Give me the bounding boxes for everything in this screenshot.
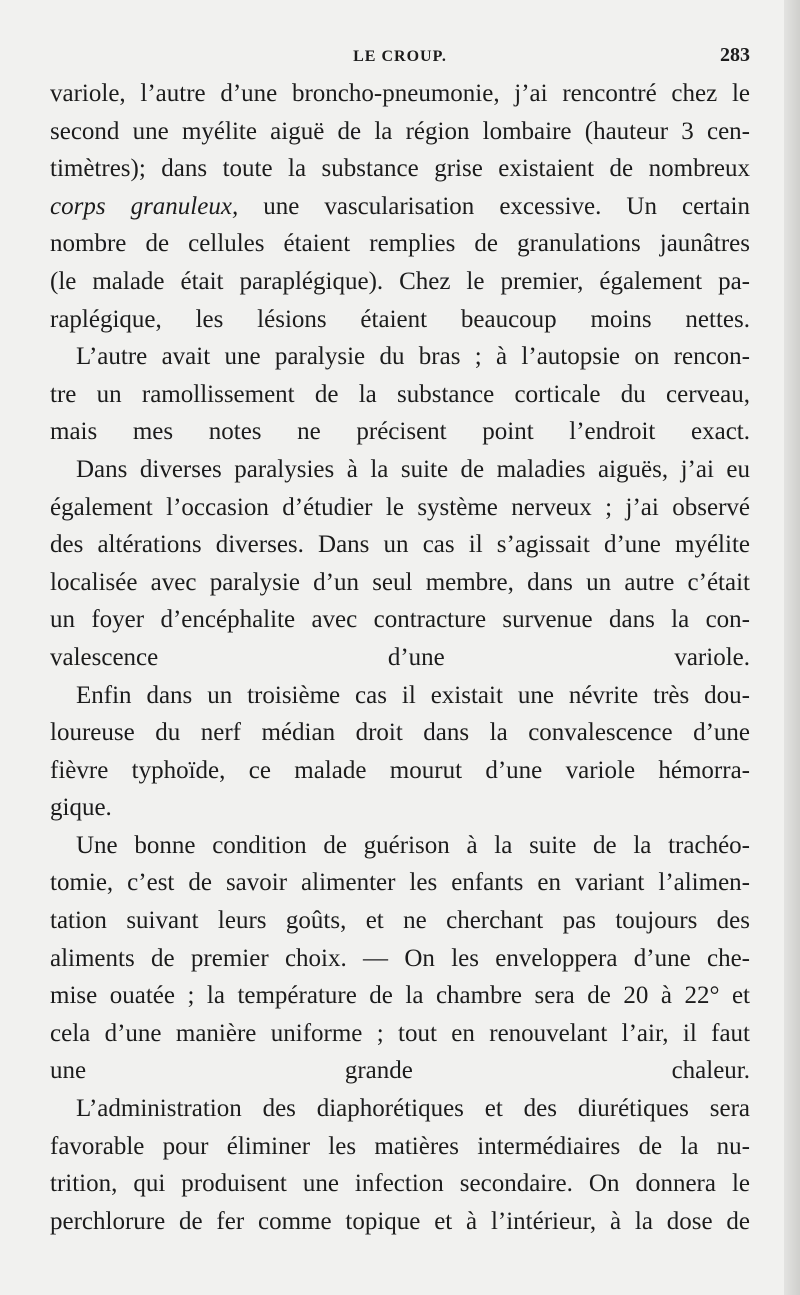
text-line: mais mes notes ne précisent point l’endroit exact. bbox=[50, 418, 750, 446]
text-line: timètres); dans toute la substance grise existaient de nombreux bbox=[50, 155, 750, 183]
text-line: Une bonne condition de guérison à la suite de la trachéo- bbox=[76, 831, 750, 859]
text-line: des altérations diverses. Dans un cas il s’agissait d’une myélite bbox=[50, 531, 750, 559]
text-line: tation suivant leurs goûts, et ne cherchant pas toujours des bbox=[50, 907, 750, 935]
text-line: (le malade était paraplégique). Chez le premier, également pa- bbox=[50, 267, 750, 295]
paragraph bbox=[50, 338, 750, 451]
paragraph bbox=[50, 75, 750, 338]
text-line: tomie, c’est de savoir alimenter les enfants en variant l’alimen- bbox=[50, 869, 750, 897]
text-line: variole, l’autre d’une broncho-pneumonie, j’ai rencontré chez le bbox=[50, 80, 750, 107]
text-line: localisée avec paralysie d’un seul membre, dans un autre c’était bbox=[50, 568, 750, 596]
running-head: LE CROUP. bbox=[353, 48, 447, 65]
text-line: Enfin dans un troisième cas il existait une névrite très dou- bbox=[76, 681, 750, 709]
text-line: perchlorure de fer comme topique et à l’intérieur, à la dose de bbox=[50, 1207, 750, 1235]
text-line: raplégique, les lésions étaient beaucoup moins nettes. bbox=[50, 305, 750, 333]
body-text bbox=[50, 75, 750, 1240]
text-line: tre un ramollissement de la substance corticale du cerveau, bbox=[50, 380, 750, 408]
page-edge-shadow bbox=[784, 0, 800, 1295]
text-line: un foyer d’encéphalite avec contracture survenue dans la con- bbox=[50, 606, 750, 634]
paragraph bbox=[50, 677, 750, 827]
text-line: second une myélite aiguë de la région lombaire (hauteur 3 cen- bbox=[50, 117, 750, 145]
page-header bbox=[50, 44, 750, 74]
text-line: mise ouatée ; la température de la chambre sera de 20 à 22° et bbox=[50, 982, 750, 1010]
paragraph bbox=[50, 827, 750, 1090]
paragraph bbox=[50, 1090, 750, 1240]
text-line: L’administration des diaphorétiques et des diurétiques sera bbox=[76, 1095, 750, 1123]
text-line: gique. bbox=[50, 794, 112, 822]
page-number: 283 bbox=[720, 44, 750, 66]
text-line: Dans diverses paralysies à la suite de maladies aiguës, j’ai eu bbox=[76, 455, 750, 483]
text-line: valescence d’une variole. bbox=[50, 643, 750, 671]
text-line: loureuse du nerf médian droit dans la convalescence d’une bbox=[50, 719, 750, 747]
text-line bbox=[50, 188, 750, 226]
italic-term: corps granuleux, bbox=[50, 192, 239, 220]
text-line: nombre de cellules étaient remplies de granulations jaunâtres bbox=[50, 230, 750, 258]
text-line: cela d’une manière uniforme ; tout en renouvelant l’air, il faut bbox=[50, 1019, 750, 1047]
line-text: une vascularisation excessive. Un certain bbox=[238, 192, 750, 220]
text-line: une grande chaleur. bbox=[50, 1057, 750, 1085]
text-line: L’autre avait une paralysie du bras ; à l’autopsie on rencon- bbox=[76, 343, 750, 371]
text-line: aliments de premier choix. — On les enveloppera d’une che- bbox=[50, 944, 750, 972]
text-line: également l’occasion d’étudier le système nerveux ; j’ai observé bbox=[50, 493, 750, 521]
text-line: trition, qui produisent une infection secondaire. On donnera le bbox=[50, 1170, 750, 1198]
text-line: favorable pour éliminer les matières intermédiaires de la nu- bbox=[50, 1132, 750, 1160]
text-line: fièvre typhoïde, ce malade mourut d’une variole hémorra- bbox=[50, 756, 750, 784]
paragraph bbox=[50, 451, 750, 677]
